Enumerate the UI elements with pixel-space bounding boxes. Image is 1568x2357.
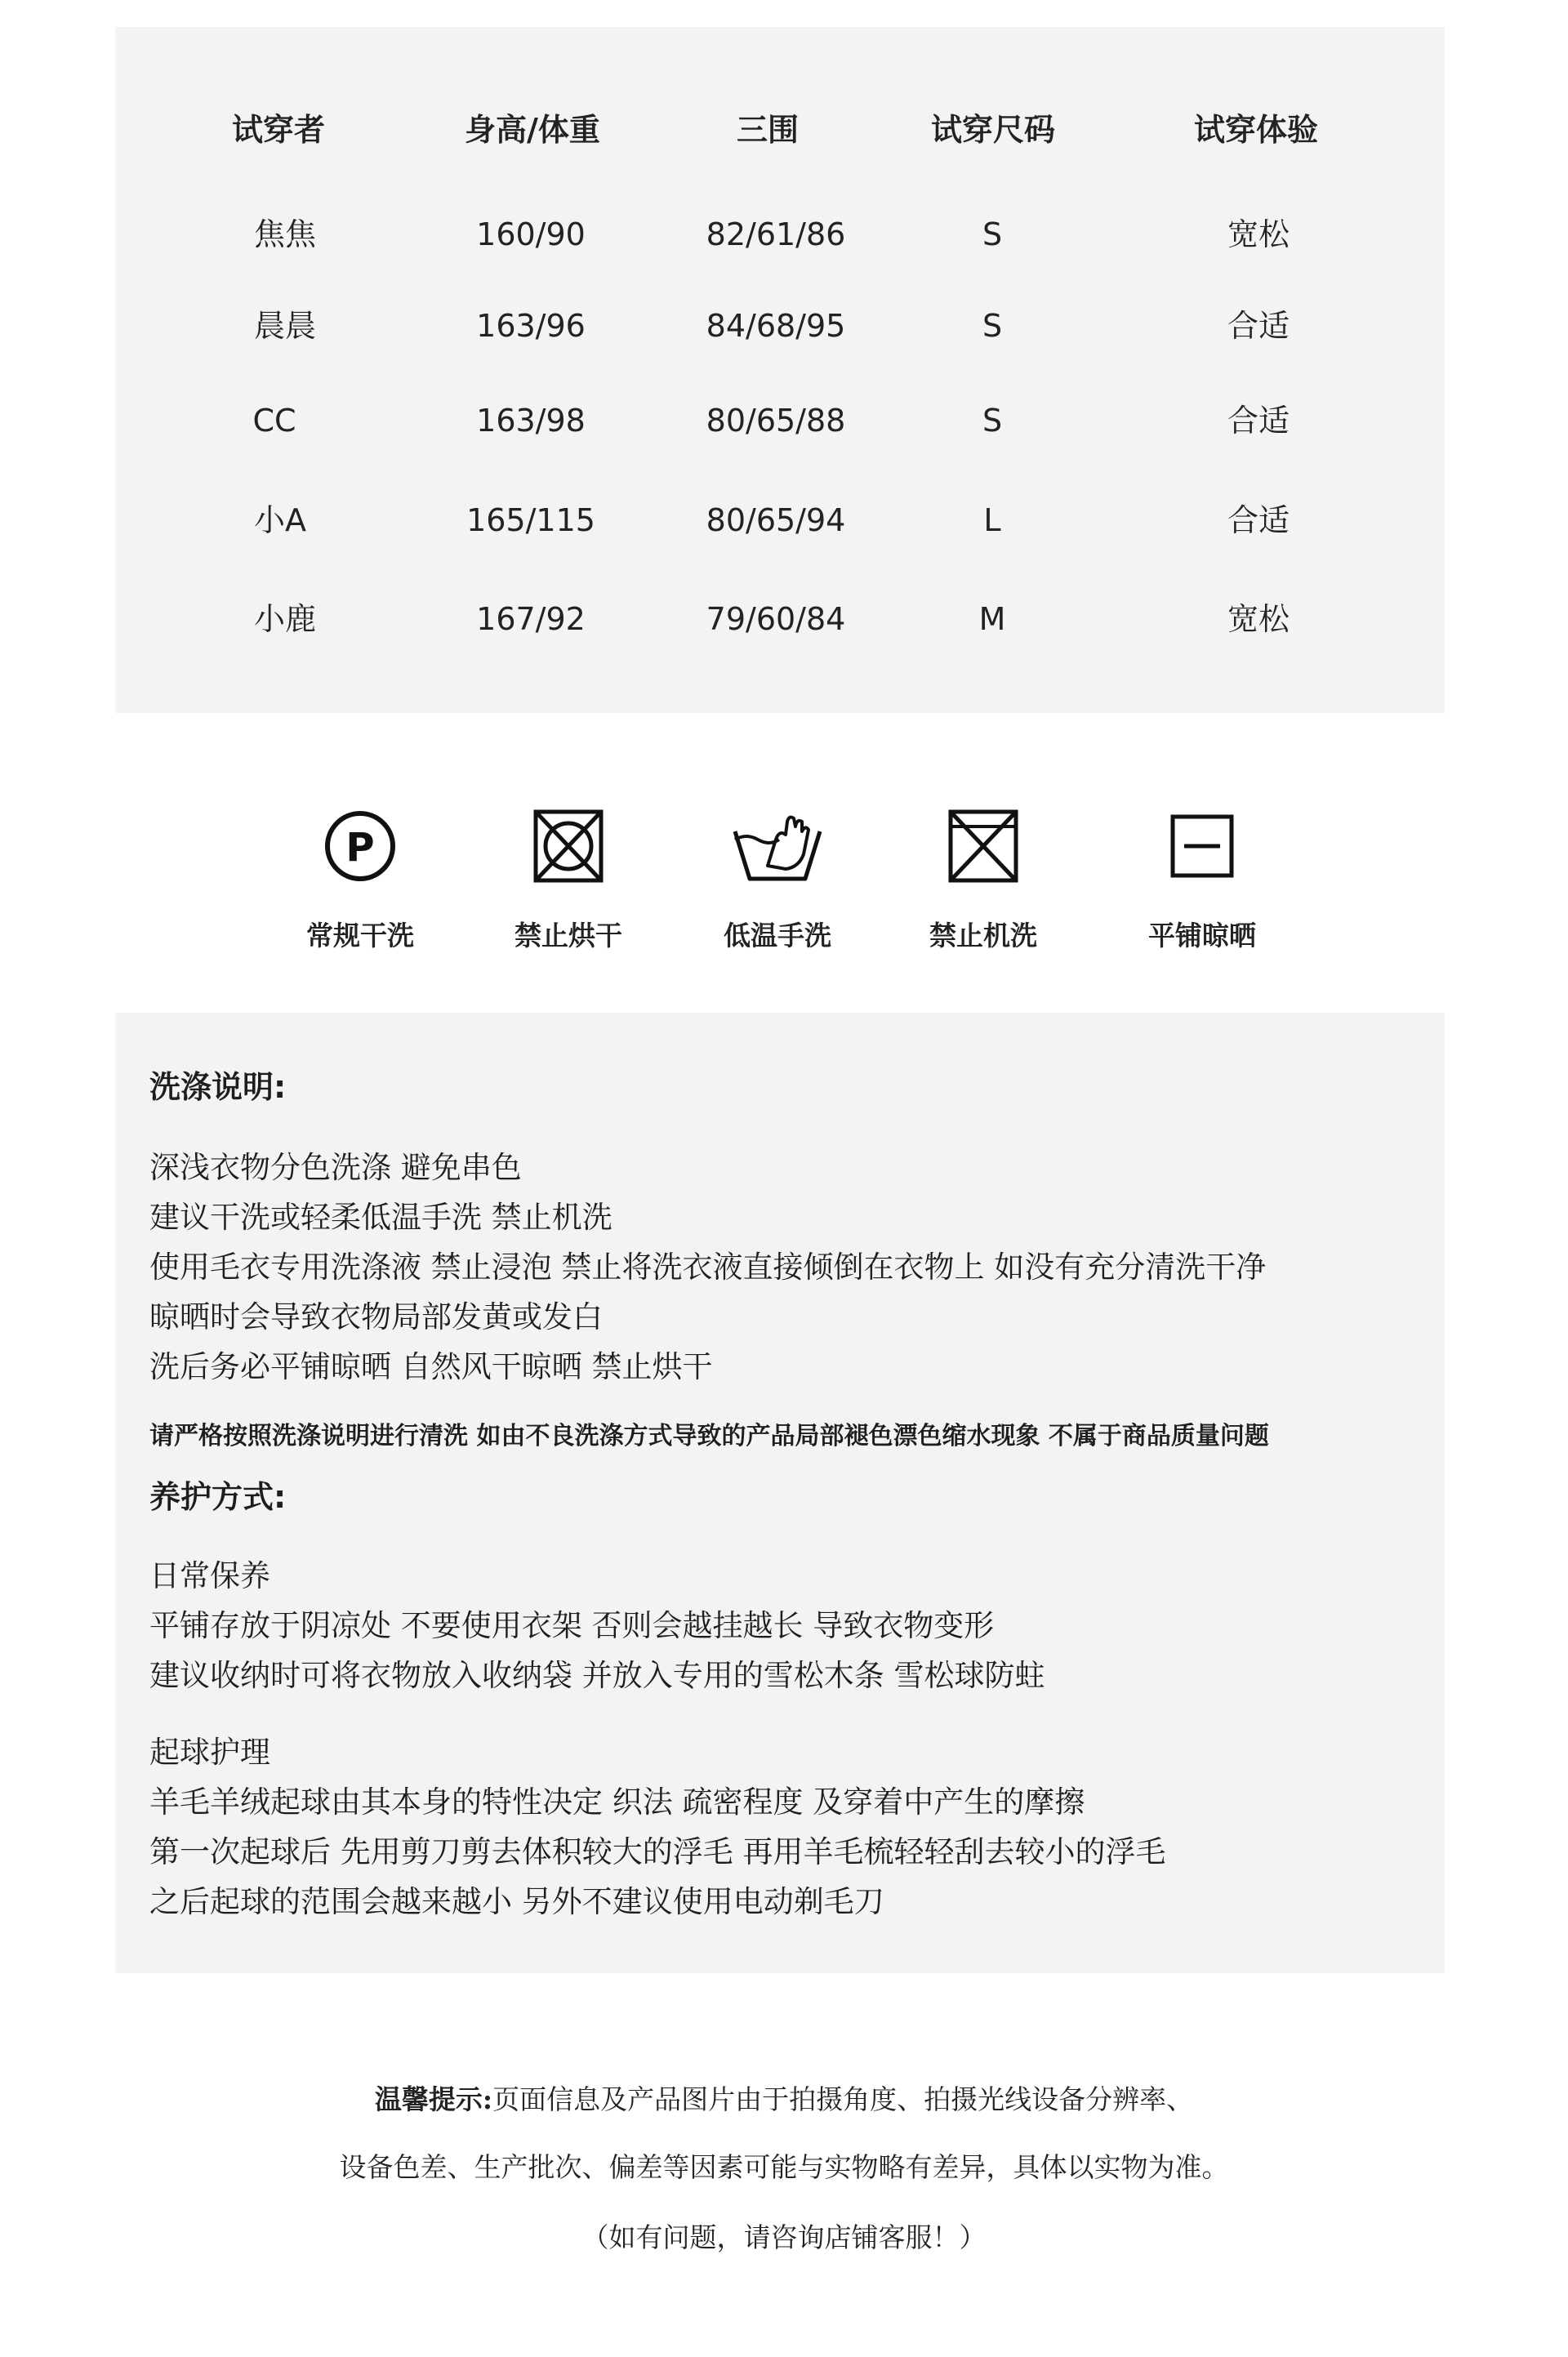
svg-text:P: P bbox=[345, 825, 375, 871]
washing-line: 洗后务必平铺晾晒 自然风干晾晒 禁止烘干 bbox=[149, 1349, 713, 1384]
table-cell-height-weight: 163/96 bbox=[476, 308, 586, 344]
table-cell-measurements: 82/61/86 bbox=[706, 216, 846, 252]
washing-line: 使用毛衣专用洗涤液 禁止浸泡 禁止将洗衣液直接倾倒在衣物上 如没有充分清洗干净 bbox=[149, 1250, 1267, 1285]
daily-care-line: 建议收纳时可将衣物放入收纳袋 并放入专用的雪松木条 雪松球防蛀 bbox=[149, 1658, 1045, 1693]
header-measurements: 三围 bbox=[736, 112, 799, 148]
professional-dry-clean-icon bbox=[311, 797, 409, 895]
header-height-weight: 身高/体重 bbox=[465, 112, 600, 148]
table-cell-height-weight: 165/115 bbox=[466, 502, 595, 538]
daily-care-title: 日常保养 bbox=[149, 1558, 270, 1593]
washing-line: 建议干洗或轻柔低温手洗 禁止机洗 bbox=[149, 1200, 612, 1235]
table-cell-measurements: 80/65/88 bbox=[706, 403, 846, 439]
no-tumble-dry-icon bbox=[519, 797, 617, 895]
table-cell-height-weight: 160/90 bbox=[476, 216, 586, 252]
care-label-no-machine-wash: 禁止机洗 bbox=[929, 920, 1037, 951]
hand-wash-icon bbox=[728, 797, 826, 895]
table-cell-experience: 宽松 bbox=[1227, 216, 1290, 252]
table-cell-size: M bbox=[978, 601, 1006, 637]
table-cell-tester: 小A bbox=[254, 502, 306, 538]
table-cell-tester: CC bbox=[252, 403, 296, 439]
maintenance-title: 养护方式: bbox=[149, 1479, 287, 1515]
washing-line: 深浅衣物分色洗涤 避免串色 bbox=[149, 1150, 522, 1185]
table-cell-tester: 焦焦 bbox=[253, 216, 316, 252]
table-cell-height-weight: 163/98 bbox=[476, 403, 586, 439]
pilling-care-line: 第一次起球后 先用剪刀剪去体积较大的浮毛 再用羊毛梳轻轻刮去较小的浮毛 bbox=[149, 1834, 1166, 1869]
tips-line-1 bbox=[0, 2079, 1568, 2117]
table-cell-measurements: 79/60/84 bbox=[706, 601, 846, 637]
header-experience: 试穿体验 bbox=[1193, 112, 1318, 148]
table-cell-measurements: 80/65/94 bbox=[706, 502, 846, 538]
care-label-hand-wash: 低温手洗 bbox=[724, 920, 831, 951]
no-machine-wash-icon bbox=[934, 797, 1032, 895]
care-label-dry-clean: 常规干洗 bbox=[306, 920, 414, 951]
washing-note: 请严格按照洗涤说明进行清洗 如由不良洗涤方式导致的产品局部褪色漂色缩水现象 不属于商品质量问题 bbox=[149, 1422, 1269, 1450]
dry-flat-icon bbox=[1153, 797, 1251, 895]
tips-text: 页面信息及产品图片由于拍摄角度、拍摄光线设备分辨率、 bbox=[492, 2083, 1194, 2115]
header-tester: 试穿者 bbox=[231, 112, 325, 148]
pilling-care-line: 之后起球的范围会越来越小 另外不建议使用电动剃毛刀 bbox=[149, 1884, 884, 1919]
care-label-dry-flat: 平铺晾晒 bbox=[1148, 920, 1256, 951]
tips-line-3: （如有问题，请咨询店铺客服！） bbox=[581, 2221, 987, 2253]
tips-label: 温馨提示: bbox=[374, 2083, 493, 2115]
table-cell-size: S bbox=[982, 216, 1003, 252]
pilling-care-line: 羊毛羊绒起球由其本身的特性决定 织法 疏密程度 及穿着中产生的摩擦 bbox=[149, 1784, 1085, 1820]
washing-line: 晾晒时会导致衣物局部发黄或发白 bbox=[149, 1299, 603, 1334]
table-cell-tester: 晨晨 bbox=[253, 308, 316, 344]
table-cell-experience: 合适 bbox=[1227, 403, 1290, 439]
tips-line-2: 设备色差、生产批次、偏差等因素可能与实物略有差异，具体以实物为准。 bbox=[339, 2151, 1229, 2183]
table-cell-size: S bbox=[982, 308, 1003, 344]
table-cell-height-weight: 167/92 bbox=[476, 601, 586, 637]
daily-care-line: 平铺存放于阴凉处 不要使用衣架 否则会越挂越长 导致衣物变形 bbox=[149, 1608, 995, 1643]
header-size: 试穿尺码 bbox=[930, 112, 1055, 148]
care-label-no-tumble-dry: 禁止烘干 bbox=[514, 920, 622, 951]
table-cell-experience: 宽松 bbox=[1227, 601, 1290, 637]
table-cell-size: L bbox=[983, 502, 1001, 538]
pilling-care-title: 起球护理 bbox=[149, 1735, 270, 1770]
washing-title: 洗涤说明: bbox=[149, 1069, 287, 1105]
table-cell-tester: 小鹿 bbox=[253, 601, 316, 637]
table-cell-experience: 合适 bbox=[1227, 308, 1290, 344]
table-cell-size: S bbox=[982, 403, 1003, 439]
table-cell-measurements: 84/68/95 bbox=[706, 308, 846, 344]
table-cell-experience: 合适 bbox=[1227, 502, 1290, 538]
